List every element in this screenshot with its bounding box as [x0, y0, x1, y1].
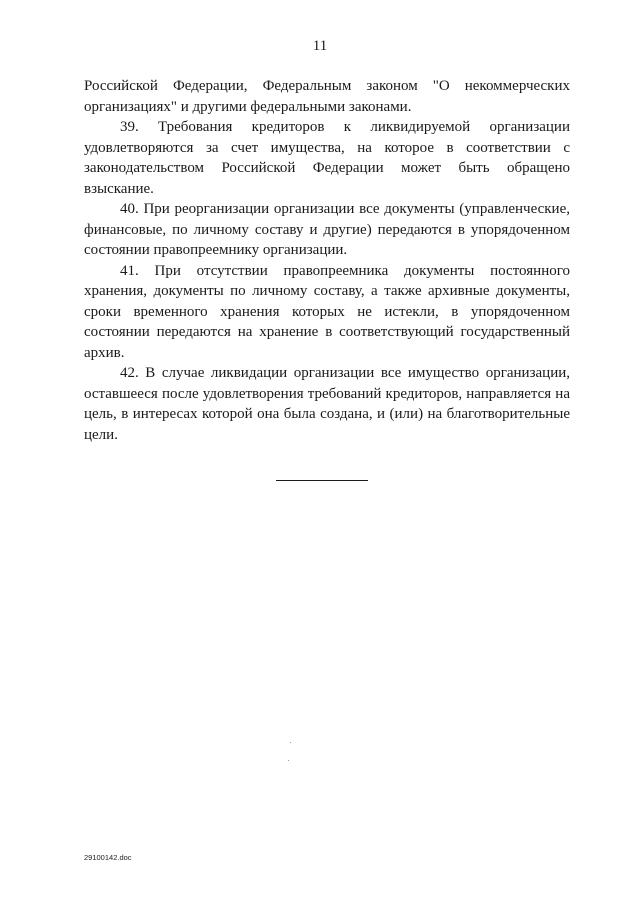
- document-body: [84, 76, 570, 445]
- paragraph-42: 42. В случае ликвидации организации все имущество организации, оставшееся после удовлетворения требований кредиторов, направляется на цель, в интересах которой она была создана, и (или) на благотворительные цели.: [84, 365, 570, 443]
- paragraph-continuation: Российской Федерации, Федеральным законом "О некоммерческих организациях" и другими федеральными законами.: [84, 78, 570, 115]
- page-number: 11: [312, 38, 328, 54]
- end-of-text-divider: [276, 480, 368, 481]
- paragraph-41: 41. При отсутствии правопреемника документы постоянного хранения, документы по личному составу, а также архивные документы, сроки временного хранения которых не истекли, в упорядоченном состоянии передаются на хранение в соответствующий государственный архив.: [84, 262, 570, 361]
- scan-speck: [290, 742, 291, 743]
- footer-filename: 29100142.doc: [84, 853, 132, 862]
- scan-speck: [288, 760, 289, 761]
- paragraph-39: 39. Требования кредиторов к ликвидируемой организации удовлетворяются за счет имущества, на которое в соответствии с законодательством Российской Федерации может быть обращено взыскание.: [84, 119, 570, 197]
- paragraph-40: 40. При реорганизации организации все документы (управленческие, финансовые, по личному составу и другие) передаются в упорядоченном состоянии правопреемнику организации.: [84, 201, 570, 258]
